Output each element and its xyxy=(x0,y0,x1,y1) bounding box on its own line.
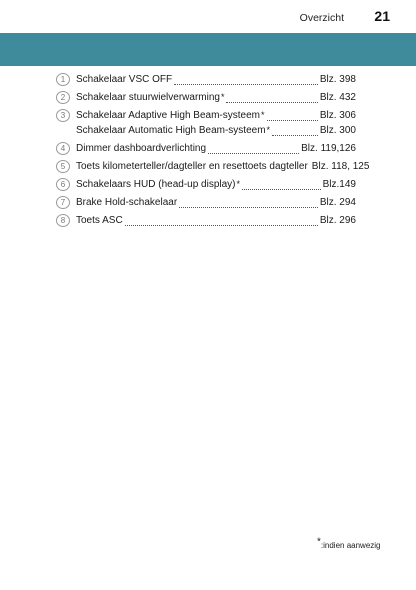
list-item xyxy=(56,213,356,228)
item-line: Schakelaars HUD (head-up display) * Blz.149 xyxy=(76,179,356,190)
footnote-text: :indien aanwezig xyxy=(320,541,381,550)
item-lines xyxy=(76,141,356,156)
page-number: 21 xyxy=(374,8,390,24)
list-item xyxy=(56,195,356,210)
item-lines xyxy=(76,108,356,138)
item-line xyxy=(76,159,369,174)
dot-leader xyxy=(226,94,317,103)
page-reference: Blz. 118, 125 xyxy=(311,161,370,172)
list-item xyxy=(56,72,356,87)
page-reference: Blz. 432 xyxy=(319,92,356,103)
list-item xyxy=(56,108,356,138)
page-reference: Blz.149 xyxy=(322,179,356,190)
item-label: Schakelaars HUD (head-up display) xyxy=(76,179,236,190)
item-line: Schakelaar Adaptive High Beam-systeem * Blz. 306 xyxy=(76,110,356,121)
list-item xyxy=(56,159,370,174)
item-number-badge: 8 xyxy=(56,214,70,227)
item-number-badge: 1 xyxy=(56,73,70,86)
item-number-badge: 4 xyxy=(56,142,70,155)
item-line xyxy=(76,72,356,87)
item-lines xyxy=(76,90,356,105)
dot-leader xyxy=(242,181,321,190)
item-label: Brake Hold-schakelaar xyxy=(76,197,178,208)
dot-leader xyxy=(125,217,318,226)
item-number-badge: 7 xyxy=(56,196,70,209)
dot-leader xyxy=(267,112,318,121)
header-top xyxy=(0,0,416,33)
page-reference: Blz. 300 xyxy=(319,125,356,136)
item-number-badge: 6 xyxy=(56,178,70,191)
page-reference: Blz. 294 xyxy=(319,197,356,208)
page-header xyxy=(0,0,416,66)
switch-index-list xyxy=(56,72,370,231)
item-label: Schakelaar Adaptive High Beam-systeem xyxy=(76,110,260,121)
page-reference: Blz. 119,126 xyxy=(301,143,356,154)
item-number-badge: 2 xyxy=(56,91,70,104)
item-line: Schakelaar Automatic High Beam-systeem * Blz. 300 xyxy=(76,125,356,136)
dot-leader xyxy=(272,127,318,136)
item-label: Toets kilometerteller/dagteller en resettoets dagteller xyxy=(76,161,308,172)
footnote-star: * xyxy=(317,536,321,548)
page-reference: Blz. 306 xyxy=(319,110,356,121)
item-lines xyxy=(76,72,356,87)
item-lines xyxy=(76,159,369,174)
list-item xyxy=(56,141,356,156)
footnote xyxy=(317,536,381,550)
item-lines xyxy=(76,195,356,210)
header-color-band xyxy=(0,33,416,66)
section-title: Overzicht xyxy=(299,12,344,24)
item-label: Schakelaar VSC OFF xyxy=(76,74,173,85)
dot-leader xyxy=(174,76,318,85)
page-reference: Blz. 398 xyxy=(319,74,356,85)
item-line: Schakelaar stuurwielverwarming * Blz. 432 xyxy=(76,92,356,103)
page-reference: Blz. 296 xyxy=(319,215,356,226)
item-label: Schakelaar stuurwielverwarming xyxy=(76,92,220,103)
item-number-badge: 5 xyxy=(56,160,70,173)
item-line xyxy=(76,195,356,210)
item-label: Dimmer dashboardverlichting xyxy=(76,143,207,154)
dot-leader xyxy=(179,199,318,208)
item-lines xyxy=(76,177,356,192)
item-line xyxy=(76,213,356,228)
item-label: Toets ASC xyxy=(76,215,123,226)
list-item xyxy=(56,90,356,105)
item-label: Schakelaar Automatic High Beam-systeem xyxy=(76,125,266,136)
list-item xyxy=(56,177,356,192)
item-lines xyxy=(76,213,356,228)
item-line xyxy=(76,141,356,156)
item-number-badge: 3 xyxy=(56,109,70,122)
dot-leader xyxy=(208,145,299,154)
